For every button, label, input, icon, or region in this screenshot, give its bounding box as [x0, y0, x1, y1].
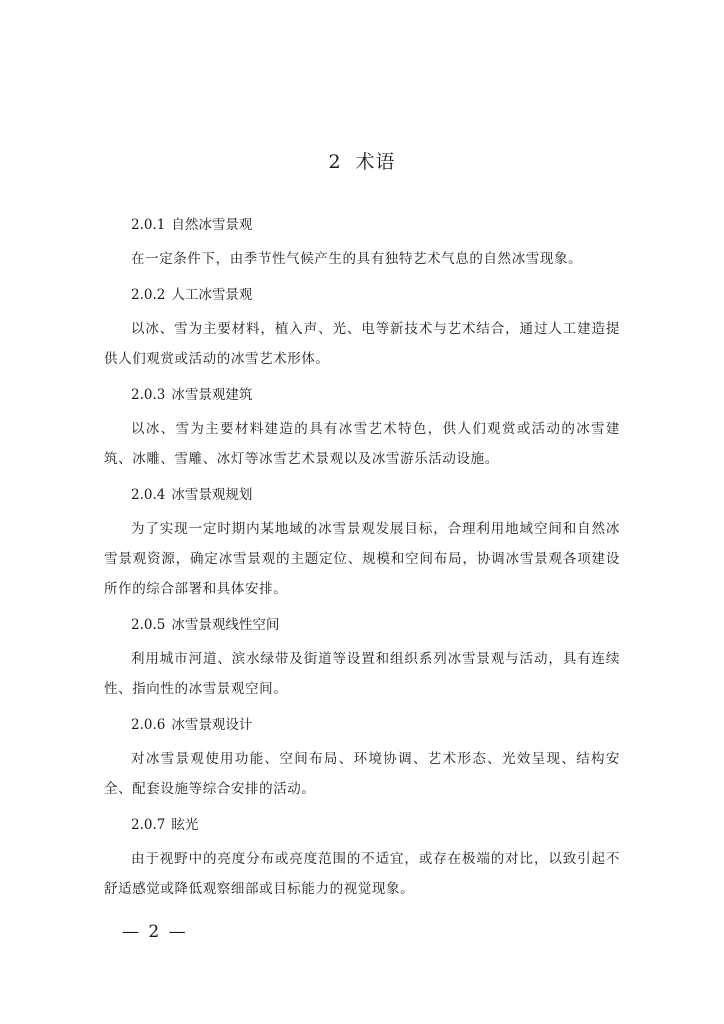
term-heading	[104, 210, 620, 240]
term-heading	[104, 480, 620, 510]
term-code: 2.0.3	[131, 387, 166, 403]
term-heading	[104, 710, 620, 740]
page-number: — 2 —	[122, 922, 188, 942]
term-2-0-7	[104, 810, 620, 904]
term-name: 冰雪景观建筑	[171, 387, 253, 403]
term-code: 2.0.2	[131, 287, 166, 303]
term-2-0-6	[104, 710, 620, 804]
term-heading	[104, 810, 620, 840]
term-code: 2.0.1	[131, 217, 166, 233]
term-name: 人工冰雪景观	[171, 287, 253, 303]
term-name: 眩光	[171, 817, 199, 833]
term-code: 2.0.4	[131, 487, 166, 503]
term-heading	[104, 380, 620, 410]
term-name: 冰雪景观线性空间	[171, 617, 280, 633]
term-code: 2.0.5	[131, 617, 166, 633]
term-definition: 在一定条件下，由季节性气候产生的具有独特艺术气息的自然冰雪现象。	[131, 251, 583, 267]
chapter-title	[0, 147, 724, 174]
term-definition: 对冰雪景观使用功能、空间布局、环境协调、艺术形态、光效呈现、结构安全、配套设施等综合安排的活动。	[104, 751, 620, 797]
chapter-name: 术语	[355, 151, 396, 173]
term-definition: 由于视野中的亮度分布或亮度范围的不适宜，或存在极端的对比，以致引起不舒适感觉或降低观察细部或目标能力的视觉现象。	[104, 851, 620, 897]
term-definition: 利用城市河道、滨水绿带及街道等设置和组织系列冰雪景观与活动，具有连续性、指向性的冰雪景观空间。	[104, 651, 620, 697]
terms-list	[104, 210, 620, 904]
term-definition: 以冰、雪为主要材料建造的具有冰雪艺术特色，供人们观赏或活动的冰雪建筑、冰雕、雪雕、冰灯等冰雪艺术景观以及冰雪游乐活动设施。	[104, 421, 620, 467]
term-2-0-2	[104, 280, 620, 374]
term-heading	[104, 610, 620, 640]
term-name: 冰雪景观设计	[171, 717, 253, 733]
term-definition: 以冰、雪为主要材料，植入声、光、电等新技术与艺术结合，通过人工建造提供人们观赏或活动的冰雪艺术形体。	[104, 321, 620, 367]
term-name: 自然冰雪景观	[171, 217, 253, 233]
term-code: 2.0.7	[131, 817, 166, 833]
term-2-0-1	[104, 210, 620, 274]
term-definition: 为了实现一定时期内某地域的冰雪景观发展目标，合理利用地域空间和自然冰雪景观资源，确定冰雪景观的主题定位、规模和空间布局，协调冰雪景观各项建设所作的综合部署和具体安排。	[104, 521, 620, 597]
term-2-0-3	[104, 380, 620, 474]
term-2-0-5	[104, 610, 620, 704]
term-code: 2.0.6	[131, 717, 166, 733]
term-name: 冰雪景观规划	[171, 487, 253, 503]
chapter-number: 2	[328, 151, 342, 173]
term-2-0-4	[104, 480, 620, 604]
term-heading	[104, 280, 620, 310]
